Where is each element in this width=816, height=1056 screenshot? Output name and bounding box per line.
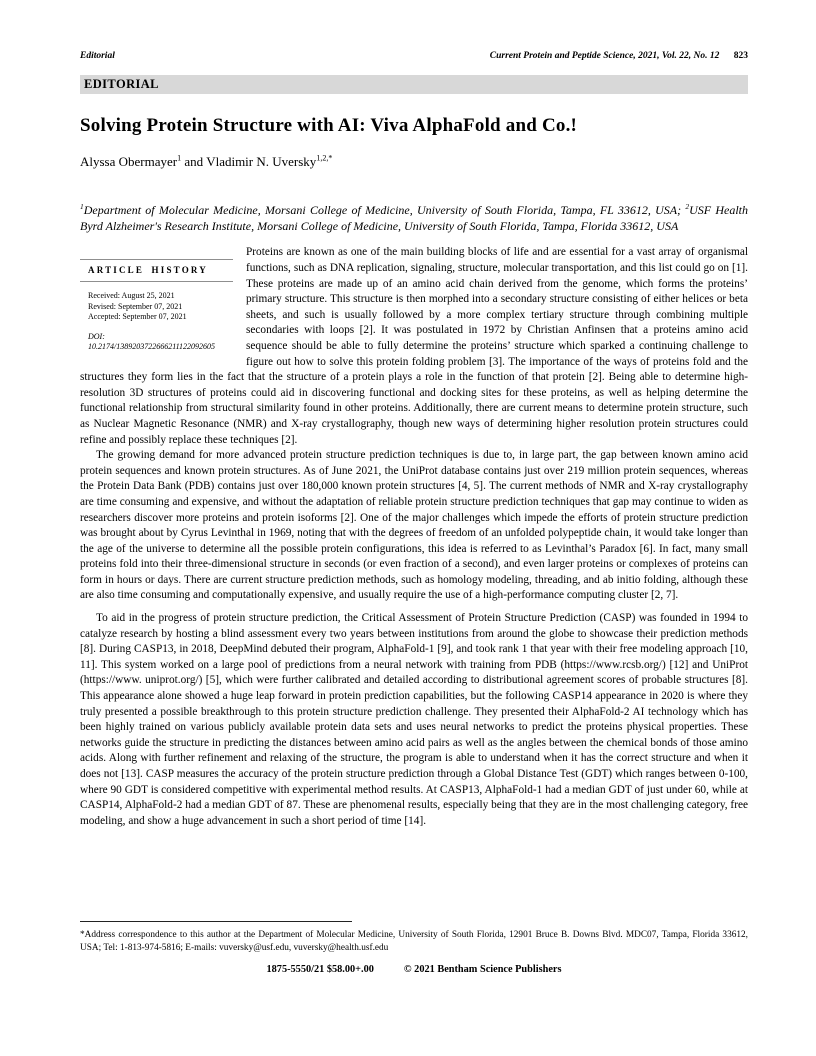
article-title: Solving Protein Structure with AI: Viva AlphaFold and Co.! [80, 115, 578, 136]
accepted-date: Accepted: September 07, 2021 [88, 312, 187, 322]
page-number: 823 [733, 51, 748, 61]
authors-connector: and [181, 154, 207, 169]
affiliation-2-sup: 2 [685, 202, 690, 211]
imprint-line [80, 963, 748, 976]
affiliation-1-sup: 1 [80, 202, 84, 211]
author-2: Vladimir N. Uversky [206, 154, 317, 169]
article-history-heading: ARTICLE HISTORY [88, 265, 208, 276]
paragraph-3: To aid in the progress of protein structure prediction, the Critical Assessment of Protein Structure Prediction (CASP) was founded in 1994 to catalyze research by hosting a blind assessment every two years between institutions from around the globe to showcase their prediction methods [8]. During CASP13, in 2018, DeepMind debuted their program, AlphaFold-1 [9], and took rank 1 that year with their free modeling approach [10, 11]. This system worked on a large pool of predictions from a neural network with training from PDB (https://www.rcsb.org/) [12] and UniProt (https://www. uniprot.org/) [5], which were further calibrated and detailed according to distributional agreement scores of probable structures [8]. This appearance alone showed a huge leap forward in protein prediction capabilities, but the following CASP14 appearance in 2020 is where they truly presented a possible breakthrough to this protein structure prediction challenge. They presented their AlphaFold-2 AI technology which has been highly trained on various publicly available protein data sets and uses neural networks to predict the proteins physical properties. These networks guide the structure in predicting the distances between amino acid pairs as well as the angles between the chemical bonds of those amino acids. Along with further refinement and relaxing of the structure, the program is able to understand when it has the correct structure and when it does not [13]. CASP measures the accuracy of the protein structure prediction through a Global Distance Test (GDT) which ranges between 0-100, where 90 GDT is considered competitive with experimental method results. At CASP13, AlphaFold-1 had a median GDT of just under 60, while at CASP14, AlphaFold-2 had a median GDT of 87. These are phenomenal results, especially being that they are in the most challenging category, free modeling, and show a huge advancement in such a short period of time [14]. [80, 612, 748, 827]
history-box-divider-rule [80, 281, 233, 282]
journal-citation: Current Protein and Peptide Science, 2021, Vol. 22, No. 12 [489, 51, 720, 61]
correspondence-footnote: *Address correspondence to this author at the Department of Molecular Medicine, University of South Florida, 12901 Bruce B. Downs Blvd. MDC07, Tampa, Florida 33612, USA; Tel: 1-813-974-5816; E-mails: vuversky@usf.edu, vuversky@health.usf.edu [80, 930, 748, 953]
doi-label: DOI: [88, 331, 105, 341]
revised-date: Revised: September 07, 2021 [88, 301, 183, 311]
running-head-section: Editorial [80, 51, 115, 61]
authors-line [80, 154, 748, 170]
received-date: Received: August 25, 2021 [88, 291, 175, 301]
author-1-affiliation-sup: 1 [177, 153, 182, 163]
affiliation-1-text: Department of Molecular Medicine, Morsani College of Medicine, University of South Florida, Tampa, FL 33612, USA; [83, 203, 686, 217]
doi-value: 10.2174/1389203722666211122092605 [88, 342, 216, 352]
author-2-affiliation-sup: 1,2,* [316, 153, 333, 163]
article-body [80, 245, 748, 829]
copyright-notice: © 2021 Bentham Science Publishers [403, 964, 562, 975]
running-head [80, 50, 748, 62]
affiliations [80, 203, 748, 234]
article-history-box [80, 245, 233, 357]
section-banner [80, 75, 748, 94]
paragraph-1-text: Proteins are known as one of the main building blocks of life and are essential for a vast array of organismal functions, such as DNA replication, signaling, structure, molecular transportation, and this list could go on [1]. These proteins are made up of an amino acid chain derived from the genome, which forms the proteins’ primary structure. This structure is then morphed into a secondary structure consisting of either helices or beta sheets, and such is usually followed by a more complex tertiary structure through combining multiple secondaries with loops [2]. It was postulated in 1972 by Christian Anfinsen that a proteins amino acid sequence should be able to fully determine the proteins’ structure which sparked a continuing challenge to figure out how to solve this protein folding problem [3]. The importance of the ways of proteins fold and the structures they form lies in the fact that the structure of a protein plays a role in the function of that protein [2]. Being able to determine high-resolution 3D structures of proteins could aid in discovering functional and docking sites for these proteins, as well as helping determine the functional relationship from structural similarity found in other proteins. Additionally, there are current means to determine protein structure, such as Nuclear Magnetic Resonance (NMR) and X-ray crystallography, though new ways of determining higher resolution protein structures could refine and possibly replace these techniques [2]. [80, 246, 748, 446]
issn-price: 1875-5550/21 $58.00+.00 [266, 964, 374, 975]
running-head-journal-info [490, 50, 748, 62]
article-history-dates [80, 291, 233, 323]
affiliation-2-text: USF Health Byrd Alzheimer's Research Institute, Morsani College of Medicine, University of South Florida, Tampa, Florida 33612, USA [80, 203, 748, 233]
footnote-rule [80, 921, 352, 922]
author-1: Alyssa Obermayer [80, 154, 178, 169]
paragraph-2: The growing demand for more advanced protein structure prediction techniques is due to, in large part, the gap between known amino acid protein sequences and known protein structures. As of June 2021, the UniProt database contains just over 219 million protein sequences, whereas the Protein Data Bank (PDB) contains just over 180,000 known protein structures [4, 5]. The current methods of NMR and X-ray crystallography are time consuming and expensive, and without the adaptation of reliable protein structure prediction techniques that gap may continue to widen as researchers discover more proteins and protein isoforms [2]. One of the major challenges which impede the efforts of protein structure prediction was brought about by Cyrus Levinthal in 1969, noting that with the degrees of freedom of an unfolded polypeptide chain, it would take longer than the age of the universe to determine all the possible protein configurations, this idea is referred to as Levinthal’s Paradox [6]. In fact, many small proteins fold into their three-dimensional structure in seconds (or even fraction of a second), and even larger proteins or complexes of proteins can form in hours or days. There are current structure prediction methods, such as homology modeling, threading, and ab initio folding, although these are also time consuming and computationally expensive, and usually require the use of a high-performance computing cluster [2, 7]. [80, 449, 748, 602]
correspondence-footnote-block [80, 921, 748, 955]
section-banner-label: EDITORIAL [84, 77, 159, 91]
doi-block [80, 332, 233, 353]
